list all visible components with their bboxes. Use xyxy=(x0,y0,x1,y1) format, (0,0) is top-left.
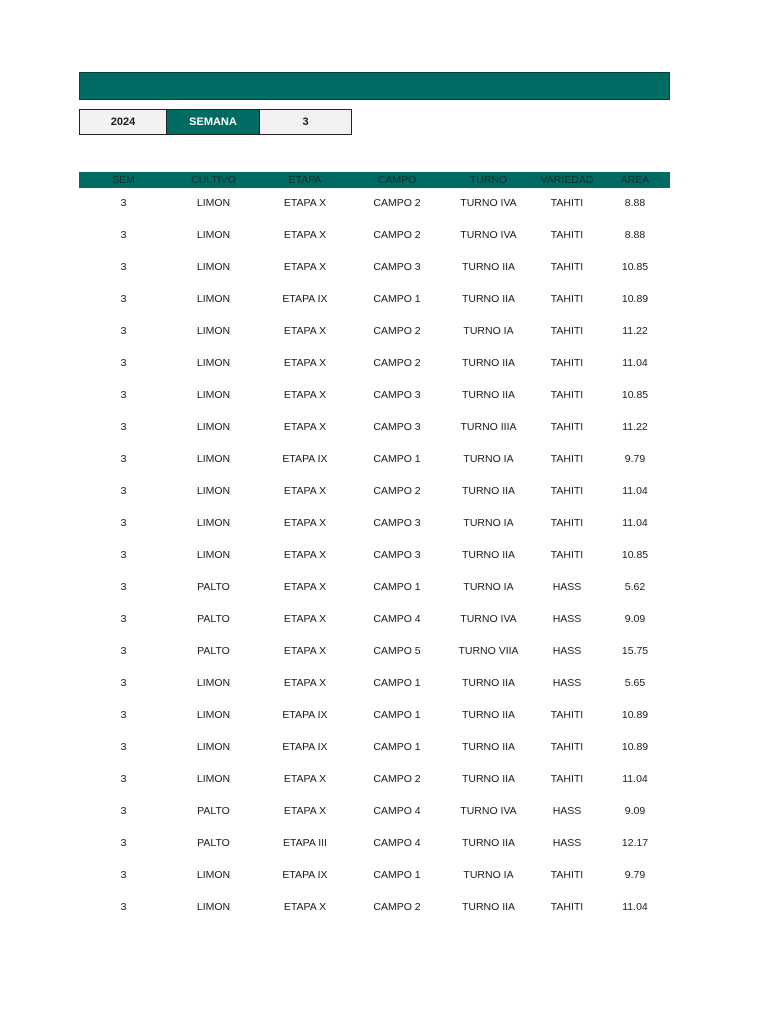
cell-sem: 3 xyxy=(120,837,127,849)
cell-area: 11.04 xyxy=(622,517,648,529)
cell-etapa: ETAPA X xyxy=(283,421,327,433)
cell-cultivo: LIMON xyxy=(196,709,231,721)
cell-variedad: TAHITI xyxy=(550,229,584,241)
cell-sem: 3 xyxy=(120,581,127,593)
cell-etapa: ETAPA X xyxy=(283,197,327,209)
cell-etapa: ETAPA X xyxy=(283,549,327,561)
cell-variedad: TAHITI xyxy=(550,357,584,369)
year-field[interactable]: 2024 xyxy=(79,109,167,135)
cell-variedad: HASS xyxy=(552,805,582,817)
cell-sem: 3 xyxy=(120,517,127,529)
table-row xyxy=(79,764,670,796)
table-row xyxy=(79,188,670,220)
column-header-sem[interactable]: SEM xyxy=(79,172,168,188)
cell-campo: CAMPO 4 xyxy=(373,805,421,817)
column-header-cultivo[interactable]: CULTIVO xyxy=(168,172,259,188)
cell-turno: TURNO IIA xyxy=(461,261,516,273)
cell-sem: 3 xyxy=(120,453,127,465)
cell-etapa: ETAPA IX xyxy=(282,741,328,753)
cell-area: 9.09 xyxy=(624,613,646,625)
table-row xyxy=(79,604,670,636)
cell-turno: TURNO IIA xyxy=(461,389,516,401)
table-row xyxy=(79,796,670,828)
cell-variedad: TAHITI xyxy=(550,325,584,337)
cell-cultivo: LIMON xyxy=(196,549,231,561)
table-row xyxy=(79,476,670,508)
cell-area: 9.79 xyxy=(624,869,646,881)
cell-campo: CAMPO 5 xyxy=(373,645,421,657)
cell-area: 8.88 xyxy=(624,229,646,241)
cell-cultivo: LIMON xyxy=(196,773,231,785)
filter-row xyxy=(79,109,352,135)
cell-cultivo: LIMON xyxy=(196,389,231,401)
cell-area: 11.04 xyxy=(622,773,648,785)
cell-campo: CAMPO 3 xyxy=(373,517,421,529)
cell-turno: TURNO IIA xyxy=(461,677,516,689)
cell-campo: CAMPO 2 xyxy=(373,485,421,497)
cell-turno: TURNO IA xyxy=(463,517,514,529)
cell-sem: 3 xyxy=(120,645,127,657)
table-row xyxy=(79,348,670,380)
cell-campo: CAMPO 1 xyxy=(373,677,421,689)
cell-turno: TURNO IA xyxy=(463,869,514,881)
cell-campo: CAMPO 2 xyxy=(373,325,421,337)
cell-turno: TURNO IIA xyxy=(461,549,516,561)
week-label: SEMANA xyxy=(167,109,260,135)
cell-sem: 3 xyxy=(120,549,127,561)
cell-etapa: ETAPA III xyxy=(283,837,327,849)
cell-etapa: ETAPA X xyxy=(283,517,327,529)
cell-etapa: ETAPA X xyxy=(283,229,327,241)
cell-cultivo: LIMON xyxy=(196,517,231,529)
table-row xyxy=(79,220,670,252)
table-row xyxy=(79,412,670,444)
cell-area: 9.09 xyxy=(624,805,646,817)
cell-variedad: TAHITI xyxy=(550,293,584,305)
cell-variedad: TAHITI xyxy=(550,261,584,273)
cell-variedad: TAHITI xyxy=(550,549,584,561)
cell-variedad: HASS xyxy=(552,581,582,593)
table-row xyxy=(79,284,670,316)
cell-sem: 3 xyxy=(120,389,127,401)
cell-area: 10.89 xyxy=(621,741,649,753)
cell-sem: 3 xyxy=(120,677,127,689)
cell-sem: 3 xyxy=(120,741,127,753)
cell-turno: TURNO IIA xyxy=(461,485,516,497)
cell-campo: CAMPO 3 xyxy=(373,261,421,273)
cell-variedad: TAHITI xyxy=(550,453,584,465)
cell-sem: 3 xyxy=(120,229,127,241)
cell-cultivo: PALTO xyxy=(197,645,230,657)
cell-variedad: TAHITI xyxy=(550,485,584,497)
cell-turno: TURNO IVA xyxy=(460,805,517,817)
cell-variedad: HASS xyxy=(552,837,582,849)
column-header-turno[interactable]: TURNO xyxy=(443,172,534,188)
cell-campo: CAMPO 3 xyxy=(373,421,421,433)
cell-turno: TURNO IIA xyxy=(461,357,516,369)
cell-variedad: TAHITI xyxy=(550,517,584,529)
cell-etapa: ETAPA X xyxy=(283,261,327,273)
cell-area: 8.88 xyxy=(624,197,646,209)
cell-cultivo: LIMON xyxy=(196,453,231,465)
cell-campo: CAMPO 3 xyxy=(373,549,421,561)
column-header-etapa[interactable]: ETAPA xyxy=(259,172,351,188)
cell-area: 10.85 xyxy=(621,389,649,401)
cell-etapa: ETAPA IX xyxy=(282,453,328,465)
cell-campo: CAMPO 4 xyxy=(373,613,421,625)
cell-sem: 3 xyxy=(120,293,127,305)
cell-cultivo: LIMON xyxy=(196,261,231,273)
cell-cultivo: LIMON xyxy=(196,901,231,913)
cell-etapa: ETAPA X xyxy=(283,645,327,657)
cell-sem: 3 xyxy=(120,485,127,497)
cell-sem: 3 xyxy=(120,357,127,369)
cell-cultivo: PALTO xyxy=(197,837,230,849)
cell-area: 9.79 xyxy=(624,453,646,465)
cell-variedad: HASS xyxy=(552,613,582,625)
table-row xyxy=(79,828,670,860)
cell-campo: CAMPO 1 xyxy=(373,709,421,721)
cell-sem: 3 xyxy=(120,773,127,785)
cell-cultivo: LIMON xyxy=(196,357,231,369)
cell-etapa: ETAPA IX xyxy=(282,709,328,721)
cell-sem: 3 xyxy=(120,261,127,273)
table-row xyxy=(79,444,670,476)
cell-turno: TURNO IIIA xyxy=(460,421,517,433)
table-row xyxy=(79,540,670,572)
cell-area: 5.65 xyxy=(624,677,646,689)
cell-campo: CAMPO 2 xyxy=(373,357,421,369)
week-field[interactable]: 3 xyxy=(260,109,352,135)
cell-cultivo: LIMON xyxy=(196,325,231,337)
cell-cultivo: LIMON xyxy=(196,229,231,241)
cell-etapa: ETAPA IX xyxy=(282,293,328,305)
cell-variedad: TAHITI xyxy=(550,869,584,881)
cell-sem: 3 xyxy=(120,805,127,817)
cell-campo: CAMPO 1 xyxy=(373,581,421,593)
cell-sem: 3 xyxy=(120,869,127,881)
cell-campo: CAMPO 1 xyxy=(373,741,421,753)
cell-campo: CAMPO 2 xyxy=(373,773,421,785)
cell-cultivo: PALTO xyxy=(197,613,230,625)
cell-cultivo: LIMON xyxy=(196,485,231,497)
cell-etapa: ETAPA X xyxy=(283,581,327,593)
cell-area: 11.22 xyxy=(622,325,648,337)
table-row xyxy=(79,316,670,348)
table-row xyxy=(79,860,670,892)
table-header-row xyxy=(79,172,670,188)
cell-campo: CAMPO 4 xyxy=(373,837,421,849)
cell-cultivo: PALTO xyxy=(197,581,230,593)
cell-turno: TURNO IA xyxy=(463,581,514,593)
cell-turno: TURNO IA xyxy=(463,325,514,337)
cell-variedad: TAHITI xyxy=(550,197,584,209)
cell-area: 11.04 xyxy=(622,357,648,369)
cell-area: 11.22 xyxy=(622,421,648,433)
table-row xyxy=(79,892,670,924)
cell-campo: CAMPO 2 xyxy=(373,229,421,241)
table-row xyxy=(79,508,670,540)
cell-variedad: TAHITI xyxy=(550,773,584,785)
cell-etapa: ETAPA X xyxy=(283,389,327,401)
cell-variedad: HASS xyxy=(552,677,582,689)
cell-etapa: ETAPA X xyxy=(283,677,327,689)
cell-cultivo: LIMON xyxy=(196,293,231,305)
cell-cultivo: LIMON xyxy=(196,677,231,689)
cell-cultivo: LIMON xyxy=(196,421,231,433)
title-bar xyxy=(79,72,670,100)
cell-area: 12.17 xyxy=(621,837,649,849)
cell-sem: 3 xyxy=(120,197,127,209)
cell-area: 5.62 xyxy=(624,581,646,593)
cell-campo: CAMPO 2 xyxy=(373,197,421,209)
cell-variedad: TAHITI xyxy=(550,421,584,433)
cell-sem: 3 xyxy=(120,709,127,721)
column-header-variedad[interactable]: VARIEDAD xyxy=(534,172,600,188)
cell-etapa: ETAPA X xyxy=(283,773,327,785)
cell-sem: 3 xyxy=(120,421,127,433)
cell-cultivo: LIMON xyxy=(196,741,231,753)
cell-variedad: TAHITI xyxy=(550,901,584,913)
cell-turno: TURNO IVA xyxy=(460,613,517,625)
cell-turno: TURNO IIA xyxy=(461,741,516,753)
cell-cultivo: LIMON xyxy=(196,869,231,881)
cell-cultivo: PALTO xyxy=(197,805,230,817)
table-row xyxy=(79,572,670,604)
cell-area: 11.04 xyxy=(622,485,648,497)
column-header-area[interactable]: AREA xyxy=(600,172,670,188)
cell-area: 10.89 xyxy=(621,709,649,721)
cell-area: 10.85 xyxy=(621,261,649,273)
cell-etapa: ETAPA X xyxy=(283,485,327,497)
table-row xyxy=(79,732,670,764)
cell-etapa: ETAPA X xyxy=(283,805,327,817)
cell-turno: TURNO IIA xyxy=(461,837,516,849)
cell-turno: TURNO IIA xyxy=(461,709,516,721)
cell-area: 10.85 xyxy=(621,549,649,561)
cell-turno: TURNO IVA xyxy=(460,229,517,241)
table-row xyxy=(79,636,670,668)
table-row xyxy=(79,700,670,732)
cell-variedad: HASS xyxy=(552,645,582,657)
cell-campo: CAMPO 1 xyxy=(373,453,421,465)
cell-turno: TURNO IIA xyxy=(461,901,516,913)
cell-area: 15.75 xyxy=(621,645,649,657)
cell-sem: 3 xyxy=(120,325,127,337)
table-row xyxy=(79,252,670,284)
cell-area: 11.04 xyxy=(622,901,648,913)
cell-etapa: ETAPA X xyxy=(283,901,327,913)
data-table xyxy=(79,172,670,924)
cell-campo: CAMPO 1 xyxy=(373,293,421,305)
cell-campo: CAMPO 3 xyxy=(373,389,421,401)
cell-etapa: ETAPA X xyxy=(283,357,327,369)
table-row xyxy=(79,380,670,412)
cell-variedad: TAHITI xyxy=(550,709,584,721)
cell-sem: 3 xyxy=(120,901,127,913)
cell-etapa: ETAPA IX xyxy=(282,869,328,881)
cell-turno: TURNO IIA xyxy=(461,773,516,785)
cell-turno: TURNO IVA xyxy=(460,197,517,209)
cell-sem: 3 xyxy=(120,613,127,625)
table-body xyxy=(79,188,670,924)
cell-variedad: TAHITI xyxy=(550,741,584,753)
cell-turno: TURNO IA xyxy=(463,453,514,465)
cell-campo: CAMPO 2 xyxy=(373,901,421,913)
cell-etapa: ETAPA X xyxy=(283,613,327,625)
cell-turno: TURNO IIA xyxy=(461,293,516,305)
table-row xyxy=(79,668,670,700)
cell-campo: CAMPO 1 xyxy=(373,869,421,881)
column-header-campo[interactable]: CAMPO xyxy=(351,172,443,188)
cell-turno: TURNO VIIA xyxy=(458,645,519,657)
cell-etapa: ETAPA X xyxy=(283,325,327,337)
cell-cultivo: LIMON xyxy=(196,197,231,209)
cell-area: 10.89 xyxy=(621,293,649,305)
cell-variedad: TAHITI xyxy=(550,389,584,401)
